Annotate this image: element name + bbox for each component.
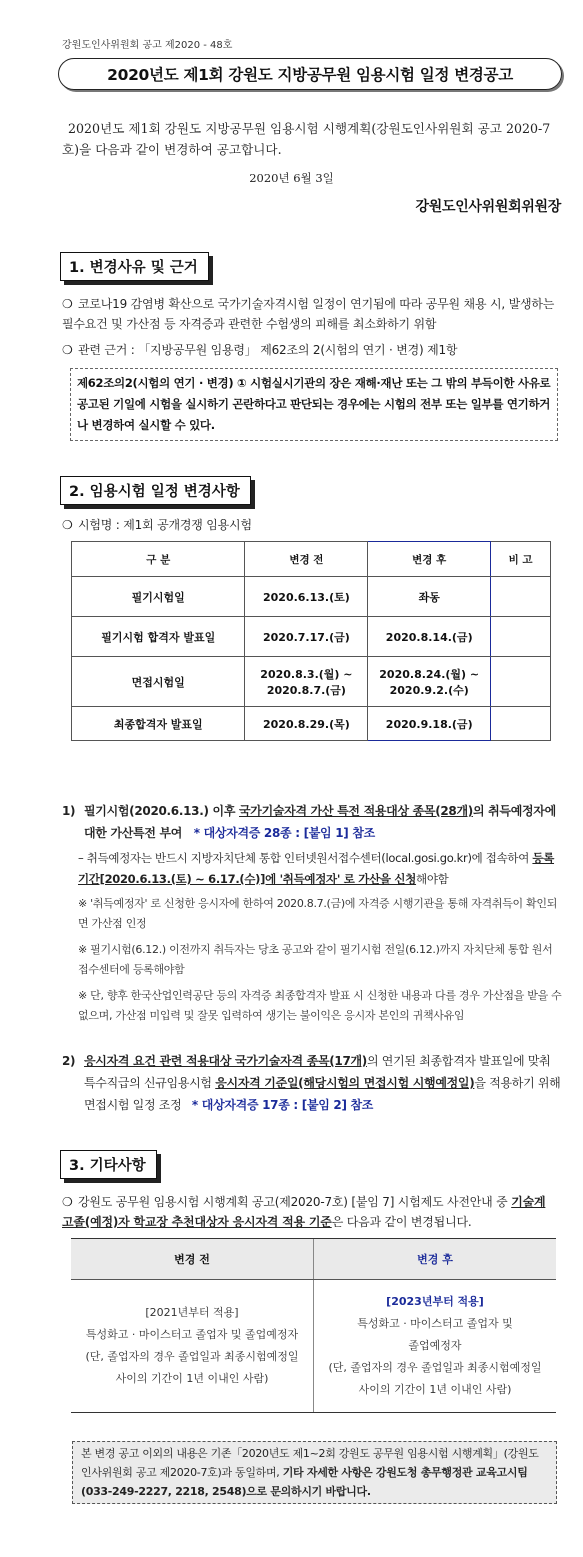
note-1	[62, 800, 560, 844]
table-row	[72, 577, 551, 617]
header-note: 비 고	[491, 542, 551, 577]
basis-text: 관련 근거 : 「지방공무원 임용령」 제62조의 2(시험의 연기 · 변경) 제1항	[78, 343, 458, 357]
note-1-ref: * 대상자격증 28종 : [붙임 1] 참조	[193, 826, 375, 840]
section3-text	[62, 1192, 560, 1232]
qual-before-cell	[71, 1280, 314, 1413]
note-2-number: 2)	[62, 1054, 76, 1068]
note-1-text-b: 국가기술자격 가산 특전 적용대상 종목(28개)	[239, 804, 473, 818]
footer-text-b: 기타 자세한 사항은 강원도청 총무행정관 교육고시팀(033-249-2227, 2218, 2548)으로 문의하시기 바랍니다.	[81, 1466, 528, 1498]
row-before: 2020.7.17.(금)	[245, 617, 368, 657]
row-label: 필기시험일	[72, 577, 245, 617]
row-after: 2020.9.18.(금)	[368, 707, 491, 741]
exam-name	[62, 515, 252, 535]
note-1-number: 1)	[62, 804, 76, 818]
qual-after-cell	[314, 1280, 557, 1413]
note-2	[62, 1050, 562, 1116]
section3-heading: 3. 기타사항	[60, 1150, 157, 1179]
row-note	[491, 617, 551, 657]
qual-before-line: (단, 졸업자의 경우 졸업일과 최종시험예정일	[85, 1350, 299, 1363]
note-2-text-d: 을 적용하기 위해 면접시험 일정 조정	[84, 1076, 561, 1112]
row-after-line2: 2020.9.2.(수)	[389, 683, 469, 697]
note-1-dash-c: 해야함	[416, 872, 449, 886]
note-1-dash-a: – 취득예정자는 반드시 지방자치단체 통합 인터넷원서접수센터(local.gosi.go.kr)에 접속하여	[78, 851, 533, 865]
star-note-2: ※ 필기시험(6.12.) 이전까지 취득자는 당초 공고와 같이 필기시험 전일(6.12.)까지 자치단체 통합 원서접수센터에 등록해야함	[78, 943, 553, 976]
notice-number: 강원도인사위원회 공고 제2020 - 48호	[62, 40, 233, 51]
schedule-table	[71, 541, 551, 741]
header-before: 변경 전	[245, 542, 368, 577]
table-row	[72, 657, 551, 707]
star-note-1: ※ '취득예정자' 로 신청한 응시자에 한하여 2020.8.7.(금)에 자격증 시행기관을 통해 자격취득이 확인되면 가산점 인정	[78, 897, 558, 930]
note-1-dash-b: 등록기간[2020.6.13.(토) ~ 6.17.(수)]에 '취득예정자' 로 가산을 신청	[78, 851, 555, 886]
qual-after-line: (단, 졸업자의 경우 졸업일과 최종시험예정일	[328, 1361, 542, 1374]
row-note	[491, 577, 551, 617]
row-label: 필기시험 합격자 발표일	[72, 617, 245, 657]
footer-notice	[72, 1441, 557, 1504]
section3-text-b: 기술계 고졸(예정)자 학교장 추천대상자 응시자격 적용 기준	[62, 1195, 546, 1229]
note-1-dash	[78, 848, 562, 890]
qual-header-row	[71, 1239, 556, 1280]
table-header-row	[72, 542, 551, 577]
exam-name-text: 시험명 : 제1회 공개경쟁 임용시험	[78, 518, 252, 532]
row-note	[491, 657, 551, 707]
table-row	[72, 617, 551, 657]
qual-header-before: 변경 전	[71, 1239, 314, 1280]
row-before-line1: 2020.8.3.(월) ~	[260, 667, 353, 681]
star-note-3: ※ 단, 향후 한국산업인력공단 등의 자격증 최종합격자 발표 시 신청한 내용과 다를 경우 가산점을 받을 수 없으며, 가산점 미입력 및 잘못 입력하여 생기는 불이익은 응시자 본인의 귀책사유임	[78, 989, 562, 1022]
qual-after-line: 사이의 기간이 1년 이내인 사람)	[358, 1383, 512, 1396]
qual-before-line: 특성화고 · 마이스터고 졸업자 및 졸업예정자	[85, 1328, 299, 1341]
row-after-line1: 2020.8.24.(월) ~	[379, 667, 480, 681]
header-category: 구 분	[72, 542, 245, 577]
bullet-mark: ❍	[62, 1195, 73, 1209]
bullet-mark: ❍	[62, 297, 73, 311]
qual-header-after: 변경 후	[314, 1239, 557, 1280]
row-before-line2: 2020.8.7.(금)	[266, 683, 346, 697]
table-row	[72, 707, 551, 741]
document-title: 2020년도 제1회 강원도 지방공무원 임용시험 일정 변경공고	[58, 58, 562, 90]
row-label: 최종합격자 발표일	[72, 707, 245, 741]
law-excerpt-box: 제62조의2(시험의 연기 · 변경) ① 시험실시기관의 장은 재해·재난 또는 그 밖의 부득이한 사유로 공고된 기일에 시험을 실시하기 곤란하다고 판단되는 경우에는 시험의 전부 또는 일부를 연기하거나 변경하여 실시할 수 있다.	[70, 368, 558, 441]
row-after: 좌동	[368, 577, 491, 617]
section1-reason	[62, 294, 558, 334]
notice-date: 2020년 6월 3일	[249, 171, 334, 185]
qual-after-line: 졸업예정자	[408, 1339, 462, 1352]
intro-paragraph: 2020년도 제1회 강원도 지방공무원 임용시험 시행계획(강원도인사위원회 공고 2020-7호)을 다음과 같이 변경하여 공고합니다.	[62, 121, 551, 157]
note-2-text-a: 응시자격 요건 관련 적용대상 국가기술자격 종목(17개)	[84, 1054, 367, 1068]
section1-heading: 1. 변경사유 및 근거	[60, 252, 209, 281]
row-after: 2020.8.14.(금)	[368, 617, 491, 657]
qual-after-line: 특성화고 · 마이스터고 졸업자 및	[357, 1317, 513, 1330]
note-2-text-b: 의 연기된 최종합격자 발표일에 맞춰 특수직급의 신규임용시험	[84, 1054, 551, 1090]
qual-before-line: [2021년부터 적용]	[145, 1306, 239, 1319]
footer-text-a: 본 변경 공고 이외의 내용은 기존「2020년도 제1~2회 강원도 공무원 임용시험 시행계획」(강원도인사위원회 공고 제2020-7호)과 동일하며,	[81, 1447, 539, 1479]
qual-after-title: [2023년부터 적용]	[386, 1295, 484, 1308]
note-1-text-c: 의 취득예정자에 대한 가산특전 부여	[84, 804, 556, 840]
row-after	[368, 657, 491, 707]
section2-heading: 2. 임용시험 일정 변경사항	[60, 476, 251, 505]
note-2-text-c: 응시자격 기준일(해당시험의 면접시험 시행예정일)	[215, 1076, 475, 1090]
section3-text-a: 강원도 공무원 임용시험 시행계획 공고(제2020-7호) [붙임 7] 시험제도 사전안내 중	[78, 1195, 512, 1209]
signer: 강원도인사위원회위원장	[415, 199, 561, 215]
section1-basis	[62, 340, 558, 360]
qual-row	[71, 1280, 556, 1413]
bullet-mark: ❍	[62, 518, 73, 532]
note-2-ref: * 대상자격증 17종 : [붙임 2] 참조	[191, 1098, 374, 1112]
qualification-table	[71, 1238, 556, 1413]
row-note	[491, 707, 551, 741]
row-before	[245, 657, 368, 707]
note-1-text-a: 필기시험(2020.6.13.) 이후	[84, 804, 240, 818]
qual-before-line: 사이의 기간이 1년 이내인 사람)	[115, 1372, 269, 1385]
row-before: 2020.8.29.(목)	[245, 707, 368, 741]
bullet-mark: ❍	[62, 343, 73, 357]
row-label: 면접시험일	[72, 657, 245, 707]
header-after: 변경 후	[368, 542, 491, 577]
row-before: 2020.6.13.(토)	[245, 577, 368, 617]
reason-text: 코로나19 감염병 확산으로 국가기술자격시험 일정이 연기됨에 따라 공무원 채용 시, 발생하는 필수요건 및 가산점 등 자격증과 관련한 수험생의 피해를 최소화하기 위함	[62, 297, 555, 331]
section3-text-c: 은 다음과 같이 변경됩니다.	[331, 1215, 472, 1229]
